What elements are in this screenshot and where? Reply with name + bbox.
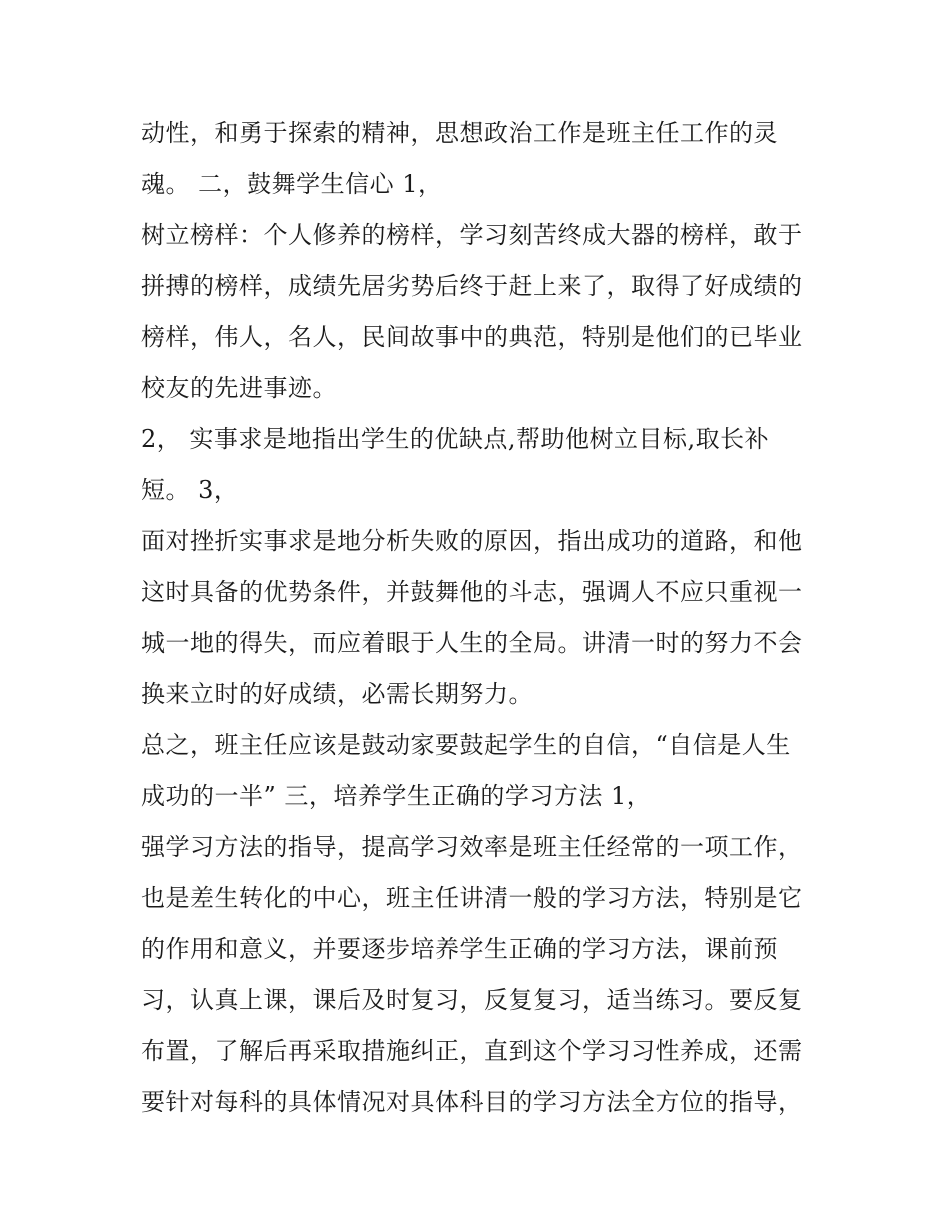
text-line: 强学习方法的指导，提高学习效率是班主任经常的一项工作， bbox=[141, 833, 803, 861]
text-line: 也是差生转化的中心，班主任讲清一般的学习方法，特别是它 bbox=[141, 884, 803, 912]
text-line: 这时具备的优势条件，并鼓舞他的斗志，强调人不应只重视一 bbox=[141, 578, 803, 606]
text-line: 动性，和勇于探索的精神，思想政治工作是班主任工作的灵 bbox=[141, 119, 778, 147]
text-line: 换来立时的好成绩，必需长期努力。 bbox=[141, 680, 533, 708]
text-line: 总之，班主任应该是鼓动家要鼓起学生的自信，“自信是人生 bbox=[141, 731, 791, 759]
text-line: 2， 实事求是地指出学生的优缺点,帮助他树立目标,取长补 bbox=[141, 425, 770, 453]
text-line: 城一地的得失，而应着眼于人生的全局。讲清一时的努力不会 bbox=[141, 629, 803, 657]
text-line: 短。 3， bbox=[141, 476, 239, 504]
text-line: 树立榜样：个人修养的榜样，学习刻苦终成大器的榜样，敢于 bbox=[141, 221, 803, 249]
text-line: 面对挫折实事求是地分析失败的原因，指出成功的道路，和他 bbox=[141, 527, 803, 555]
text-line: 魂。 二，鼓舞学生信心 1， bbox=[141, 170, 443, 198]
text-line: 布置，了解后再采取措施纠正，直到这个学习习性养成，还需 bbox=[141, 1037, 803, 1065]
text-line: 习，认真上课，课后及时复习，反复复习，适当练习。要反复 bbox=[141, 986, 803, 1014]
text-line: 榜样，伟人，名人，民间故事中的典范，特别是他们的已毕业 bbox=[141, 323, 803, 351]
text-line: 成功的一半” 三，培养学生正确的学习方法 1， bbox=[141, 782, 652, 810]
text-line: 的作用和意义，并要逐步培养学生正确的学习方法，课前预 bbox=[141, 935, 778, 963]
text-line: 校友的先进事迹。 bbox=[141, 374, 337, 402]
body-text bbox=[141, 108, 841, 1128]
text-line: 拼搏的榜样，成绩先居劣势后终于赶上来了，取得了好成绩的 bbox=[141, 272, 803, 300]
text-line: 要针对每科的具体情况对具体科目的学习方法全方位的指导， bbox=[141, 1088, 803, 1116]
